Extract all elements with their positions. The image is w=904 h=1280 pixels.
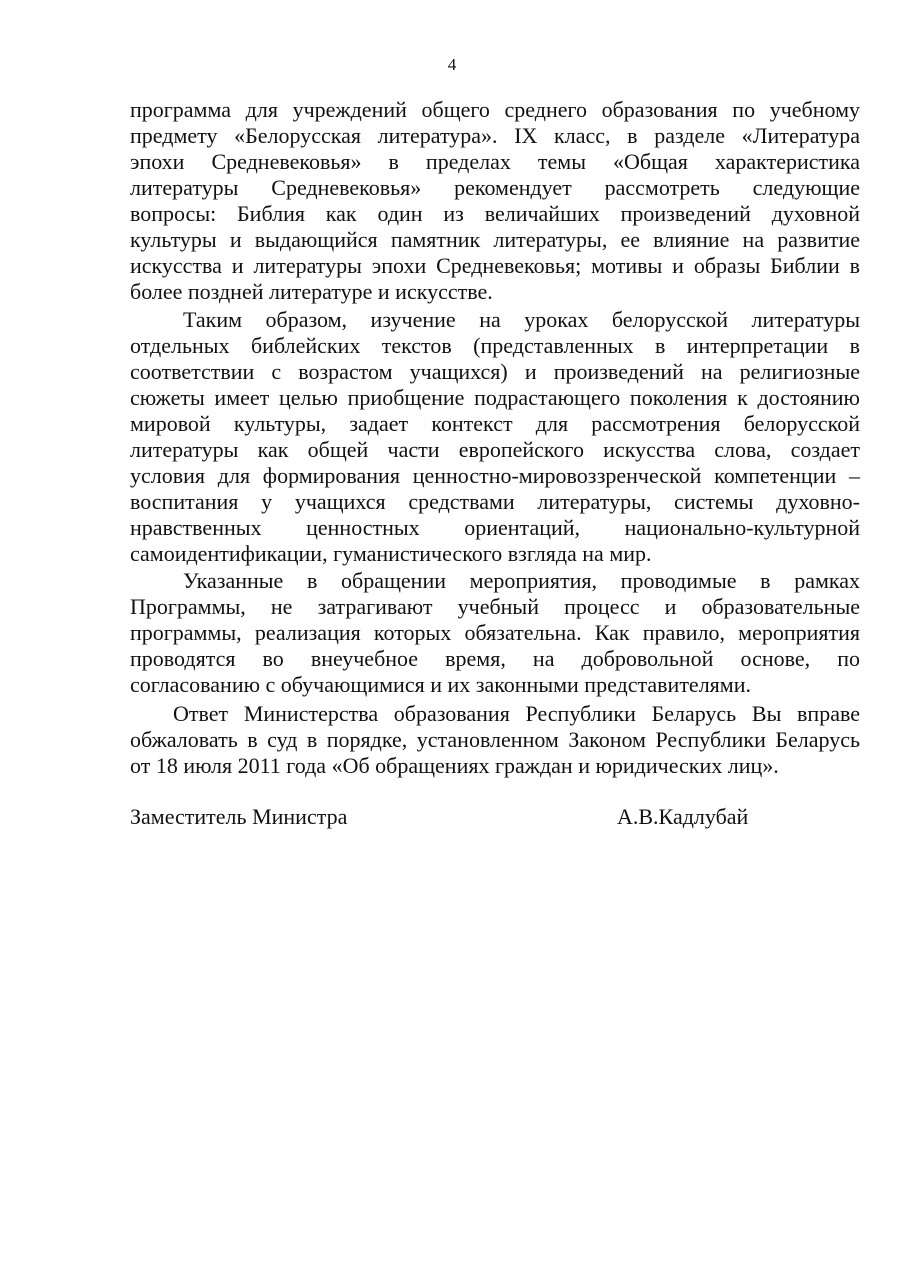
text-line: искусства и литературы эпохи Средневековья; мотивы и образы Библии в bbox=[130, 253, 860, 278]
text-line: согласованию с обучающимися и их законными представителями. bbox=[130, 672, 751, 697]
text-line: Указанные в обращении мероприятия, проводимые в рамках bbox=[183, 568, 860, 593]
text-line: условия для формирования ценностно-мировоззренческой компетенции – bbox=[130, 463, 860, 488]
text-line: от 18 июля 2011 года «Об обращениях граждан и юридических лиц». bbox=[130, 753, 779, 778]
paragraph-4 bbox=[130, 701, 860, 779]
text-line: проводятся во внеучебное время, на добровольной основе, по bbox=[130, 646, 860, 671]
paragraph-2 bbox=[130, 307, 860, 567]
text-line: более поздней литературе и искусстве. bbox=[130, 279, 493, 304]
text-line: культуры и выдающийся памятник литературы, ее влияние на развитие bbox=[130, 227, 860, 252]
text-line: самоидентификации, гуманистического взгляда на мир. bbox=[130, 541, 652, 566]
text-line: Программы, не затрагивают учебный процесс и образовательные bbox=[130, 594, 860, 619]
text-line: отдельных библейских текстов (представленных в интерпретации в bbox=[130, 333, 860, 358]
page-number: 4 bbox=[447, 55, 457, 74]
text-line: мировой культуры, задает контекст для рассмотрения белорусской bbox=[130, 411, 860, 436]
text-line: нравственных ценностных ориентаций, национально-культурной bbox=[130, 515, 860, 540]
signatory-name: А.В.Кадлубай bbox=[617, 804, 749, 829]
text-line: сюжеты имеет целью приобщение подрастающего поколения к достоянию bbox=[130, 385, 860, 410]
signatory-position: Заместитель Министра bbox=[130, 804, 348, 829]
text-line: соответствии с возрастом учащихся) и произведений на религиозные bbox=[130, 359, 860, 384]
text-line: вопросы: Библия как один из величайших произведений духовной bbox=[130, 201, 860, 226]
text-line: Таким образом, изучение на уроках белорусской литературы bbox=[183, 307, 860, 332]
paragraph-3 bbox=[130, 568, 860, 698]
text-line: воспитания у учащихся средствами литературы, системы духовно- bbox=[130, 489, 860, 514]
text-line: эпохи Средневековья» в пределах темы «Общая характеристика bbox=[130, 149, 860, 174]
text-line: программы, реализация которых обязательна. Как правило, мероприятия bbox=[130, 620, 860, 645]
text-line: литературы как общей части европейского искусства слова, создает bbox=[130, 437, 860, 462]
text-line: обжаловать в суд в порядке, установленном Законом Республики Беларусь bbox=[130, 727, 860, 752]
text-line: предмету «Белорусская литература». IX класс, в разделе «Литература bbox=[130, 123, 860, 148]
text-line: Ответ Министерства образования Республики Беларусь Вы вправе bbox=[173, 701, 860, 726]
text-line: литературы Средневековья» рекомендует рассмотреть следующие bbox=[130, 175, 860, 200]
paragraph-1 bbox=[130, 97, 860, 305]
text-line: программа для учреждений общего среднего образования по учебному bbox=[130, 97, 860, 122]
